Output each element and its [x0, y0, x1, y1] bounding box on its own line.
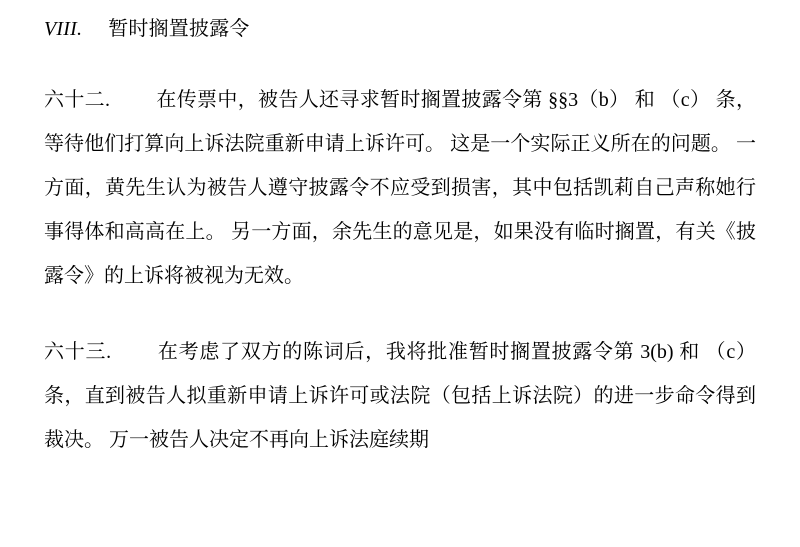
paragraph-text-62: 在传票中，被告人还寻求暂时搁置披露令第 §§3（b） 和 （c） 条，等待他们打算向上诉法院重新申请上诉许可。 这是一个实际正义所在的问题。 一方面，黄先生认为被告人遵守披露令不应受到损害，其中包括凯莉自己声称她行事得体和高高在上。 另一方面，余先生的意见是，如果没有临时搁置，有关《披露令》的上诉将被视为无效。	[44, 89, 756, 287]
paragraph-number-63: 六十三.	[44, 341, 112, 363]
paragraph-62	[44, 78, 756, 298]
paragraph-text-63: 在考虑了双方的陈词后，我将批准暂时搁置披露令第 3(b) 和 （c） 条，直到被告人拟重新申请上诉许可或法院（包括上诉法院）的进一步命令得到裁决。 万一被告人决定不再向上诉法庭续期	[44, 341, 757, 451]
section-title: 暂时搁置披露令	[108, 18, 250, 40]
paragraph-63	[44, 330, 756, 462]
section-heading	[44, 14, 756, 44]
paragraph-number-62: 六十二.	[44, 89, 111, 111]
section-numeral: VIII.	[44, 18, 83, 40]
